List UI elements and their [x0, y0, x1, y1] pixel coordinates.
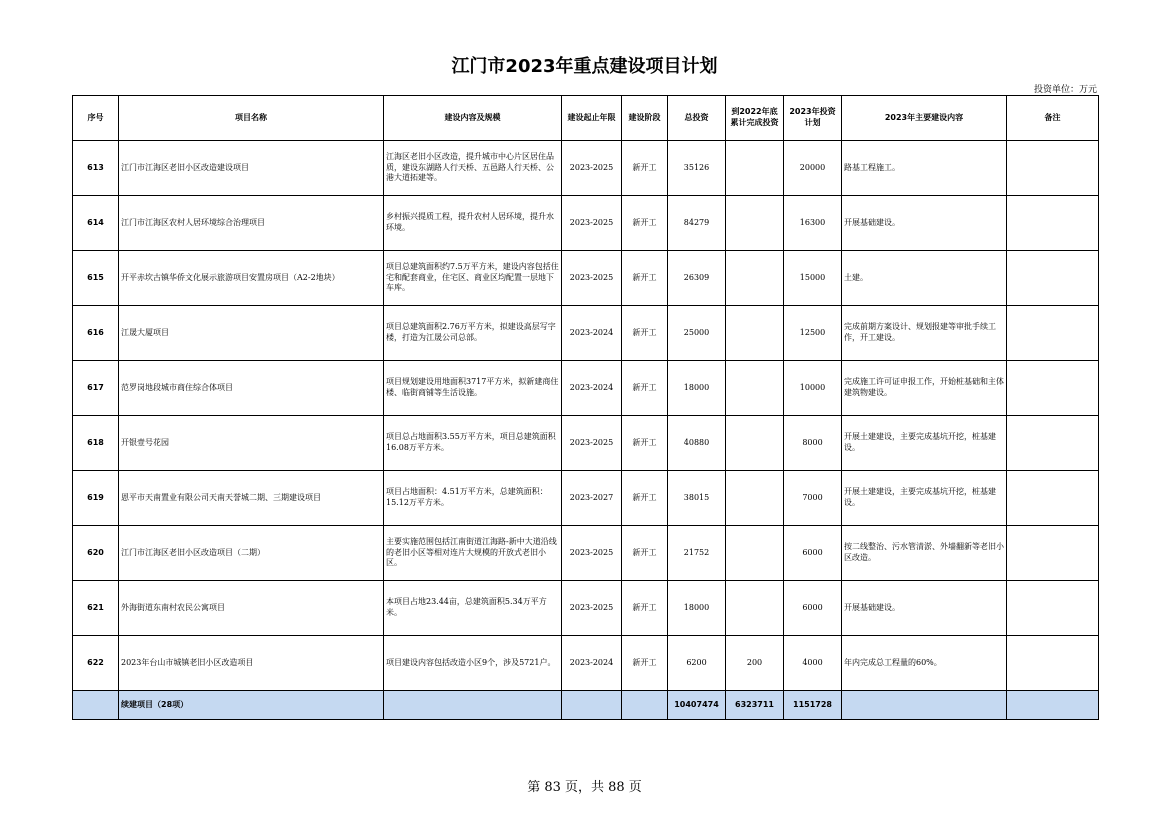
cell-stage: 新开工 — [622, 471, 668, 526]
cell-note — [1007, 196, 1099, 251]
cell-total: 21752 — [668, 526, 726, 581]
cell-plan: 4000 — [784, 636, 842, 691]
cell-content: 江海区老旧小区改造，提升城市中心片区居住品质，建设东湖路人行天桥、五邑路人行天桥、公港大道拓建等。 — [384, 141, 562, 196]
cell-main: 开展土建建设，主要完成基坑开挖，桩基建设。 — [842, 416, 1007, 471]
cell-content: 项目总占地面积3.55万平方米，项目总建筑面积16.08万平方米。 — [384, 416, 562, 471]
cell-done — [726, 361, 784, 416]
cell-note — [1007, 526, 1099, 581]
cell-seq: 618 — [73, 416, 119, 471]
cell-note — [1007, 471, 1099, 526]
total-row — [73, 691, 1099, 720]
cell-period: 2023-2025 — [562, 416, 622, 471]
cell-total: 6200 — [668, 636, 726, 691]
page-footer: 第 83 页，共 88 页 — [527, 780, 642, 795]
cell-plan: 16300 — [784, 196, 842, 251]
cell-period: 2023-2025 — [562, 251, 622, 306]
cell-note — [1007, 416, 1099, 471]
cell-total: 18000 — [668, 581, 726, 636]
cell-seq: 621 — [73, 581, 119, 636]
cell-name: 范罗岗地段城市商住综合体项目 — [119, 361, 384, 416]
cell-plan: 12500 — [784, 306, 842, 361]
cell-name: 2023年台山市城镇老旧小区改造项目 — [119, 636, 384, 691]
cell-name: 外海街道东南村农民公寓项目 — [119, 581, 384, 636]
cell-done — [726, 416, 784, 471]
cell-period: 2023-2024 — [562, 361, 622, 416]
cell-seq: 617 — [73, 361, 119, 416]
project-table — [72, 95, 1099, 720]
cell-stage: 新开工 — [622, 251, 668, 306]
cell-period: 2023-2025 — [562, 196, 622, 251]
cell-total: 18000 — [668, 361, 726, 416]
cell-seq: 614 — [73, 196, 119, 251]
cell-stage: 新开工 — [622, 196, 668, 251]
cell-total: 25000 — [668, 306, 726, 361]
cell-stage: 新开工 — [622, 581, 668, 636]
cell-period: 2023-2025 — [562, 141, 622, 196]
total-plan: 1151728 — [784, 691, 842, 720]
table-row — [73, 251, 1099, 306]
cell-main: 开展土建建设，主要完成基坑开挖，桩基建设。 — [842, 471, 1007, 526]
cell-total: 40880 — [668, 416, 726, 471]
cell-seq: 620 — [73, 526, 119, 581]
cell-done — [726, 251, 784, 306]
cell-main: 土建。 — [842, 251, 1007, 306]
header-row — [73, 96, 1099, 141]
cell-main: 完成施工许可证申报工作，开始桩基础和主体建筑物建设。 — [842, 361, 1007, 416]
cell-name: 开银壹号花园 — [119, 416, 384, 471]
cell-done — [726, 581, 784, 636]
cell-period: 2023-2025 — [562, 526, 622, 581]
cell-stage: 新开工 — [622, 416, 668, 471]
cell-main: 开展基础建设。 — [842, 581, 1007, 636]
cell-period: 2023-2024 — [562, 636, 622, 691]
cell-total: 84279 — [668, 196, 726, 251]
cell-done — [726, 196, 784, 251]
header-done: 到2022年底累计完成投资 — [726, 96, 784, 141]
cell-stage: 新开工 — [622, 636, 668, 691]
investment-unit-label: 投资单位：万元 — [1033, 85, 1097, 95]
cell-name: 江门市江海区农村人居环境综合治理项目 — [119, 196, 384, 251]
cell-done — [726, 526, 784, 581]
cell-seq: 619 — [73, 471, 119, 526]
cell-seq: 613 — [73, 141, 119, 196]
total-main — [842, 691, 1007, 720]
cell-content: 主要实施范围包括江南街道江海路-新中大道沿线的老旧小区等相对连片大规模的开放式老旧小区。 — [384, 526, 562, 581]
cell-content: 本项目占地23.44亩，总建筑面积5.34万平方米。 — [384, 581, 562, 636]
cell-name: 江晟大厦项目 — [119, 306, 384, 361]
cell-main: 按二线整治、污水管清淤、外墙翻新等老旧小区改造。 — [842, 526, 1007, 581]
cell-total: 26309 — [668, 251, 726, 306]
cell-content: 项目总建筑面积约7.5万平方米，建设内容包括住宅和配套商业，住宅区、商业区均配置一层地下车库。 — [384, 251, 562, 306]
cell-plan: 6000 — [784, 581, 842, 636]
header-main: 2023年主要建设内容 — [842, 96, 1007, 141]
table-row — [73, 306, 1099, 361]
table-row — [73, 526, 1099, 581]
cell-content: 项目总建筑面积2.76万平方米，拟建设高层写字楼，打造为江晟公司总部。 — [384, 306, 562, 361]
cell-plan: 6000 — [784, 526, 842, 581]
cell-plan: 10000 — [784, 361, 842, 416]
header-name: 项目名称 — [119, 96, 384, 141]
cell-main: 完成前期方案设计、规划报建等审批手续工作，开工建设。 — [842, 306, 1007, 361]
cell-done — [726, 306, 784, 361]
cell-total: 38015 — [668, 471, 726, 526]
cell-note — [1007, 581, 1099, 636]
cell-main: 路基工程施工。 — [842, 141, 1007, 196]
total-content — [384, 691, 562, 720]
total-note — [1007, 691, 1099, 720]
cell-name: 恩平市天南置业有限公司天南天誉城二期、三期建设项目 — [119, 471, 384, 526]
table-row — [73, 416, 1099, 471]
total-stage — [622, 691, 668, 720]
cell-plan: 7000 — [784, 471, 842, 526]
cell-stage: 新开工 — [622, 361, 668, 416]
table-row — [73, 636, 1099, 691]
cell-main: 年内完成总工程量的60%。 — [842, 636, 1007, 691]
header-period: 建设起止年限 — [562, 96, 622, 141]
total-label: 续建项目（28项） — [119, 691, 384, 720]
cell-stage: 新开工 — [622, 141, 668, 196]
cell-content: 项目占地面积：4.51万平方米，总建筑面积：15.12万平方米。 — [384, 471, 562, 526]
page-title: 江门市2023年重点建设项目计划 — [451, 56, 718, 77]
cell-stage: 新开工 — [622, 526, 668, 581]
cell-name: 开平赤坎古镇华侨文化展示旅游项目安置房项目（A2-2地块） — [119, 251, 384, 306]
total-period — [562, 691, 622, 720]
table-row — [73, 196, 1099, 251]
total-seq — [73, 691, 119, 720]
table-row — [73, 471, 1099, 526]
cell-seq: 622 — [73, 636, 119, 691]
cell-seq: 615 — [73, 251, 119, 306]
cell-done — [726, 471, 784, 526]
table-row — [73, 361, 1099, 416]
table-row — [73, 581, 1099, 636]
header-note: 备注 — [1007, 96, 1099, 141]
cell-content: 项目建设内容包括改造小区9个，涉及5721户。 — [384, 636, 562, 691]
cell-note — [1007, 306, 1099, 361]
header-stage: 建设阶段 — [622, 96, 668, 141]
cell-period: 2023-2025 — [562, 581, 622, 636]
cell-period: 2023-2027 — [562, 471, 622, 526]
cell-name: 江门市江海区老旧小区改造建设项目 — [119, 141, 384, 196]
cell-plan: 8000 — [784, 416, 842, 471]
cell-name: 江门市江海区老旧小区改造项目（二期） — [119, 526, 384, 581]
header-plan: 2023年投资计划 — [784, 96, 842, 141]
header-seq: 序号 — [73, 96, 119, 141]
cell-done: 200 — [726, 636, 784, 691]
cell-plan: 15000 — [784, 251, 842, 306]
cell-stage: 新开工 — [622, 306, 668, 361]
cell-total: 35126 — [668, 141, 726, 196]
cell-note — [1007, 251, 1099, 306]
cell-note — [1007, 361, 1099, 416]
header-content: 建设内容及规模 — [384, 96, 562, 141]
table-row — [73, 141, 1099, 196]
total-done: 6323711 — [726, 691, 784, 720]
total-investment: 10407474 — [668, 691, 726, 720]
cell-done — [726, 141, 784, 196]
cell-content: 乡村振兴提质工程，提升农村人居环境，提升水环境。 — [384, 196, 562, 251]
cell-period: 2023-2024 — [562, 306, 622, 361]
cell-content: 项目规划建设用地面积3717平方米，拟新建商住楼、临街商铺等生活设施。 — [384, 361, 562, 416]
cell-note — [1007, 636, 1099, 691]
cell-note — [1007, 141, 1099, 196]
cell-main: 开展基础建设。 — [842, 196, 1007, 251]
header-total: 总投资 — [668, 96, 726, 141]
cell-plan: 20000 — [784, 141, 842, 196]
cell-seq: 616 — [73, 306, 119, 361]
